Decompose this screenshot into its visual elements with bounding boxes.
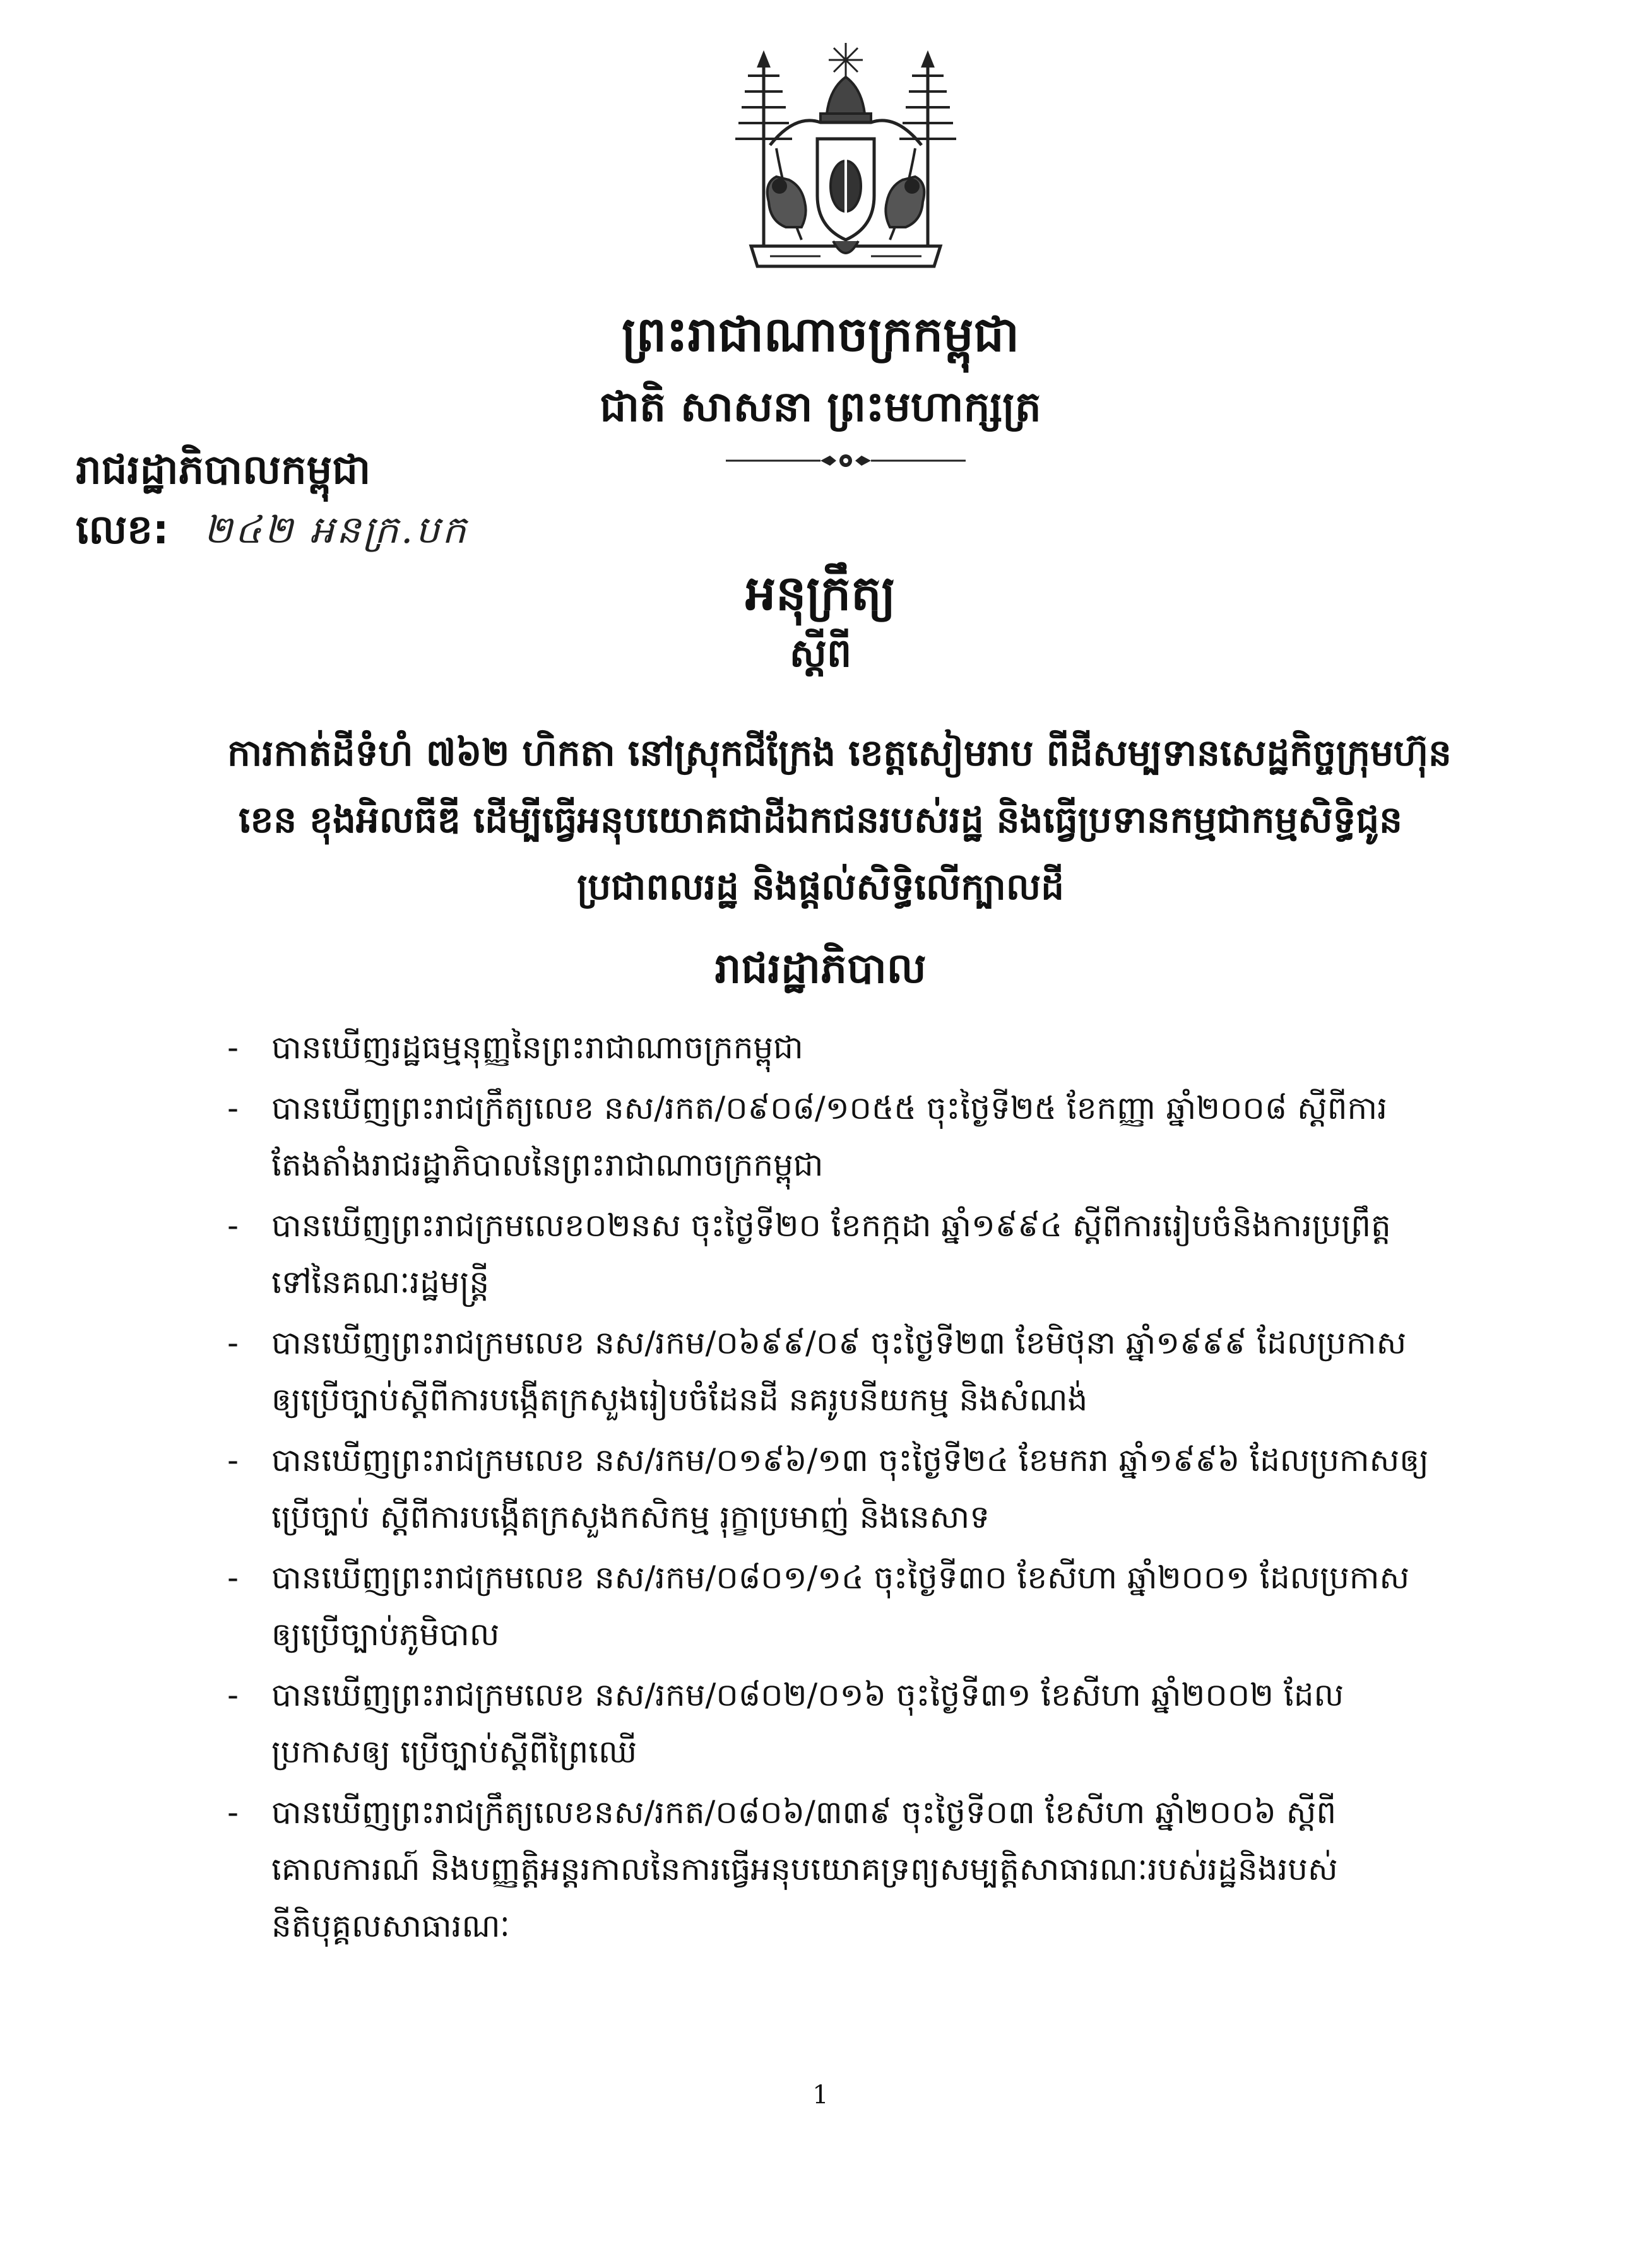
visa-item <box>215 1314 1471 1428</box>
visa-line: គោលការណ៍ និងបញ្ញត្តិអន្តរកាលនៃការធ្វើអនុបយោគទ្រព្យសម្បត្តិសាធារណៈរបស់រដ្ឋនិងរបស់ <box>271 1851 1338 1887</box>
visa-line: បានឃើញរដ្ឋធម្មនុញ្ញនៃព្រះរាជាណាចក្រកម្ពុជា <box>271 1029 803 1066</box>
visa-line: ឲ្យប្រើច្បាប់ស្តីពីការបង្កើតក្រសួងរៀបចំដែនដី នគរូបនីយកម្ម និងសំណង់ <box>271 1381 1088 1418</box>
visa-line: បានឃើញព្រះរាជក្រមលេខ០២នស ចុះថ្ងៃទី២០ ខែកក្កដា ឆ្នាំ១៩៩៤ ស្តីពីការរៀបចំនិងការប្រព្រឹត្ត <box>271 1207 1391 1244</box>
ornament-divider-icon <box>726 448 966 473</box>
enacting-authority: រាជរដ្ឋាភិបាល <box>714 944 927 993</box>
bullet-dash: - <box>227 1442 239 1479</box>
visa-line: បានឃើញព្រះរាជក្រឹត្យលេខ នស/រកត/០៩០៨/១០៥៥ ចុះថ្ងៃទី២៥ ខែកញ្ញា ឆ្នាំ២០០៨ ស្តីពីការ <box>271 1090 1387 1126</box>
visa-line: បានឃើញព្រះរាជក្រមលេខ នស/រកម/០១៩៦/១៣ ចុះថ្ងៃទី២៤ ខែមករា ឆ្នាំ១៩៩៦ ដែលប្រកាសឲ្យ <box>271 1442 1429 1479</box>
document-number <box>76 499 468 568</box>
visa-line: បានឃើញព្រះរាជក្រមលេខ នស/រកម/០៨០១/១៤ ចុះថ្ងៃទី៣០ ខែសីហា ឆ្នាំ២០០១ ដែលប្រកាស <box>271 1559 1410 1596</box>
document-type: អនុក្រឹត្យ <box>745 565 896 621</box>
visa-line: ឲ្យប្រើច្បាប់ភូមិបាល <box>271 1616 500 1653</box>
document-number-label: លេខ: <box>76 507 169 553</box>
visa-item <box>215 1667 1471 1780</box>
national-motto: ជាតិ សាសនា ព្រះមហាក្សត្រ <box>600 382 1041 431</box>
visa-item <box>215 1432 1471 1545</box>
subject-line: ការកាត់ដីទំហំ ៧៦២ ហិកតា នៅស្រុកជីក្រែង ខេត្តសៀមរាប ពីដីសម្បទានសេដ្ឋកិច្ចក្រុមហ៊ុន <box>227 731 1452 774</box>
issuing-authority: រាជរដ្ឋាភិបាលកម្ពុជា <box>76 447 371 493</box>
bullet-dash: - <box>227 1325 239 1361</box>
subject-line: ខេន ខុងអិលធីឌី ដើម្បីធ្វើអនុបយោគជាដីឯកជនរបស់រដ្ឋ និងធ្វើប្រទានកម្មជាកម្មសិទ្ធិជូន <box>239 798 1402 841</box>
kingdom-title: ព្រះរាជាណាចក្រកម្ពុជា <box>622 306 1019 362</box>
visa-line: ប្រកាសឲ្យ ប្រើច្បាប់ស្តីពីព្រៃឈើ <box>271 1733 637 1770</box>
visa-line: នីតិបុគ្គលសាធារណៈ <box>271 1908 510 1944</box>
bullet-dash: - <box>227 1559 239 1596</box>
page-number: 1 <box>812 2081 829 2110</box>
bullet-dash: - <box>227 1090 239 1126</box>
document-number-value: ២៤២ អនក្រ.បក <box>203 508 469 552</box>
visa-item <box>215 1080 1471 1193</box>
visa-line: បានឃើញព្រះរាជក្រមលេខ នស/រកម/០៨០២/០១៦ ចុះថ្ងៃទី៣១ ខែសីហា ឆ្នាំ២០០២ ដែល <box>271 1677 1344 1713</box>
document-about: ស្តីពី <box>789 630 852 676</box>
royal-emblem-icon <box>726 38 966 290</box>
visa-line: តែងតាំងរាជរដ្ឋាភិបាលនៃព្រះរាជាណាចក្រកម្ពុជា <box>271 1147 824 1183</box>
visa-item <box>215 1197 1471 1311</box>
visa-line: ទៅនៃគណៈរដ្ឋមន្ត្រី <box>271 1264 490 1301</box>
bullet-dash: - <box>227 1677 239 1713</box>
bullet-dash: - <box>227 1207 239 1244</box>
visa-item <box>215 1019 1471 1076</box>
bullet-dash: - <box>227 1029 239 1066</box>
visa-item <box>215 1549 1471 1663</box>
visa-list <box>215 1019 1471 1958</box>
visa-line: បានឃើញព្រះរាជក្រមលេខ នស/រកម/០៦៩៩/០៩ ចុះថ្ងៃទី២៣ ខែមិថុនា ឆ្នាំ១៩៩៩ ដែលប្រកាស <box>271 1325 1407 1361</box>
bullet-dash: - <box>227 1794 239 1831</box>
visa-line: បានឃើញព្រះរាជក្រឹត្យលេខនស/រកត/០៨០៦/៣៣៩ ចុះថ្ងៃទី០៣ ខែសីហា ឆ្នាំ២០០៦ ស្តីពី <box>271 1794 1337 1831</box>
subject-line: ប្រជាពលរដ្ឋ និងផ្តល់សិទ្ធិលើក្បាលដី <box>577 865 1064 908</box>
document-subject <box>227 719 1452 920</box>
visa-line: ប្រើច្បាប់ ស្តីពីការបង្កើតក្រសួងកសិកម្ម រុក្ខាប្រមាញ់ និងនេសាទ <box>271 1499 990 1535</box>
visa-item <box>215 1784 1471 1954</box>
